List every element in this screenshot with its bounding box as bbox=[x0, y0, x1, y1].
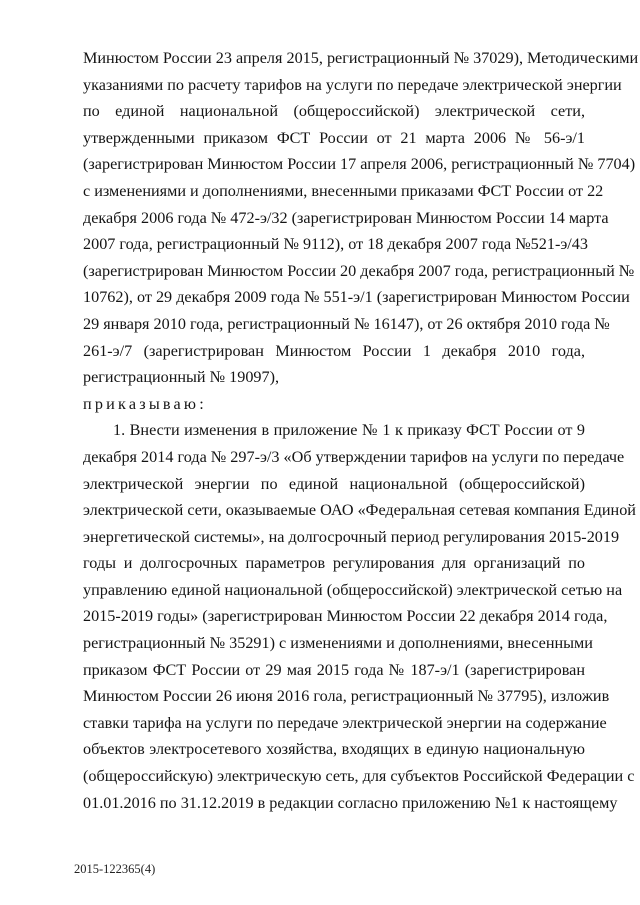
text-line: указаниями по расчету тарифов на услуги по передаче электрической энергии bbox=[83, 75, 622, 94]
text-line: Минюстом России 23 апреля 2015, регистрационный № 37029), Методическими bbox=[83, 49, 639, 67]
text-line: 2015-2019 годы» (зарегистрирован Минюстом России 22 декабря 2014 года, bbox=[83, 607, 608, 626]
text-line: годы и долгосрочных параметров регулирования для организаций по bbox=[83, 554, 585, 573]
text-line: (общероссийскую) электрическую сеть, для субъектов Российской Федерации с bbox=[83, 767, 635, 786]
text-line: энергетической системы», на долгосрочный период регулирования 2015-2019 bbox=[83, 527, 620, 546]
text-line: объектов электросетевого хозяйства, входящих в единую национальную bbox=[83, 740, 585, 759]
text-line: регистрационный № 19097), bbox=[83, 368, 280, 387]
text-line: электрической сети, оказываемые ОАО «Федеральная сетевая компания Единой bbox=[83, 501, 636, 520]
document-body bbox=[83, 45, 639, 816]
text-line: декабря 2006 года № 472-э/32 (зарегистрирован Минюстом России 14 марта bbox=[83, 208, 609, 227]
document-number: 2015-122365(4) bbox=[74, 862, 156, 876]
text-line: (зарегистрирован Минюстом России 20 декабря 2007 года, регистрационный № bbox=[83, 261, 635, 280]
text-line: утвержденными приказом ФСТ России от 21 марта 2006 № 56-э/1 bbox=[83, 128, 585, 147]
text-line: 01.01.2016 по 31.12.2019 в редакции согласно приложению №1 к настоящему bbox=[83, 793, 618, 812]
text-line: (зарегистрирован Минюстом России 17 апреля 2006, регистрационный № 7704) bbox=[83, 155, 636, 174]
text-line: управлению единой национальной (общероссийской) электрической сетью на bbox=[83, 580, 623, 599]
text-line: декабря 2014 года № 297-э/3 «Об утверждении тарифов на услуги по передаче bbox=[83, 447, 625, 466]
text-line: 1. Внести изменения в приложение № 1 к приказу ФСТ России от 9 bbox=[113, 421, 585, 440]
text-line: по единой национальной (общероссийской) электрической сети, bbox=[83, 102, 585, 121]
text-line: 10762), от 29 декабря 2009 года № 551-э/1 (зарегистрирован Минюстом России bbox=[83, 288, 630, 307]
text-line: регистрационный № 35291) с изменениями и дополнениями, внесенными bbox=[83, 634, 593, 653]
text-line: ставки тарифа на услуги по передаче электрической энергии на содержание bbox=[83, 713, 607, 732]
text-line: 2007 года, регистрационный № 9112), от 18 декабря 2007 года №521-э/43 bbox=[83, 235, 588, 254]
text-line: с изменениями и дополнениями, внесенными приказами ФСТ России от 22 bbox=[83, 181, 604, 200]
text-line: 261-э/7 (зарегистрирован Минюстом России 1 декабря 2010 года, bbox=[83, 341, 585, 360]
text-line: 29 января 2010 года, регистрационный № 16147), от 26 октября 2010 года № bbox=[83, 314, 610, 333]
text-line: электрической энергии по единой национальной (общероссийской) bbox=[83, 474, 585, 493]
order-word: приказываю: bbox=[83, 394, 207, 413]
text-line: Минюстом России 26 июня 2016 гола, регистрационный № 37795), изложив bbox=[83, 687, 610, 706]
text-line: приказом ФСТ России от 29 мая 2015 года № 187-э/1 (зарегистрирован bbox=[83, 660, 585, 679]
